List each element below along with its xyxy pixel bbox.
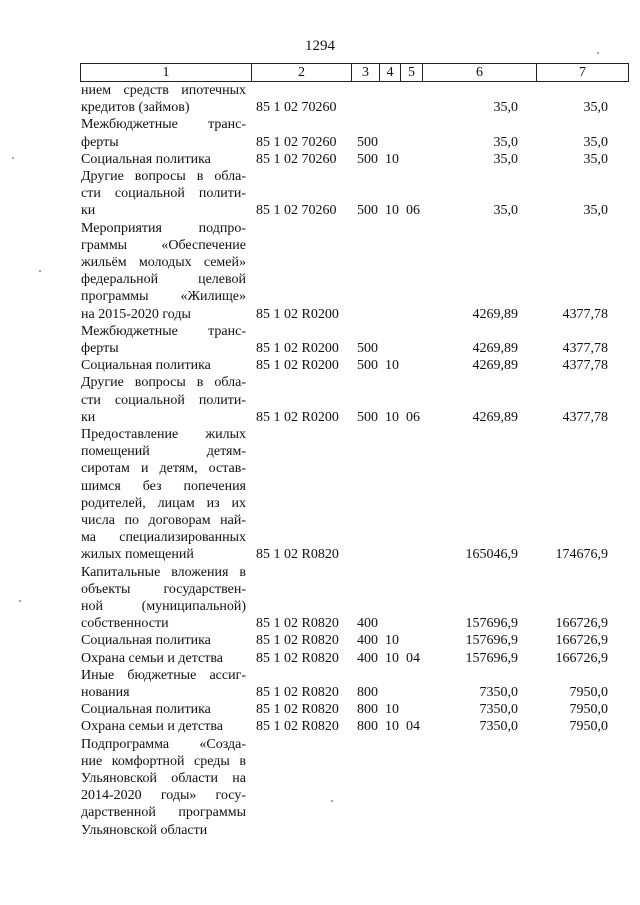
row-code: 85 1 02 R0820	[256, 702, 339, 718]
row-value-7: 35,0	[583, 134, 608, 150]
row-value-7: 166726,9	[555, 633, 608, 649]
row-description-line: сти социальной полити-	[81, 186, 246, 202]
row-description-line: ной (муниципальной)	[81, 599, 246, 614]
row-value-7: 7950,0	[569, 719, 608, 735]
row-col4: 10	[385, 151, 399, 167]
row-description-line: Мероприятия подпро-	[81, 220, 246, 236]
row-description-line: на 2015-2020 годы	[81, 306, 191, 322]
column-header-4: 4	[380, 64, 401, 82]
row-description-line: помещений детям-	[81, 444, 246, 460]
row-col4: 10	[385, 633, 399, 649]
row-description-line: ма специализированных	[81, 530, 246, 546]
row-value-7: 7950,0	[569, 685, 608, 700]
row-description-line: сти социальной полити-	[81, 392, 246, 408]
row-description-line: федеральной целевой	[81, 272, 246, 288]
column-header-2: 2	[252, 64, 352, 82]
row-description-line: Подпрограмма «Созда-	[81, 736, 246, 752]
row-value-6: 157696,9	[465, 650, 518, 666]
row-col3: 500	[357, 358, 378, 374]
row-value-6: 157696,9	[465, 616, 518, 632]
row-description-line: Ульяновской области	[81, 822, 208, 838]
row-value-6: 165046,9	[465, 547, 518, 563]
row-value-6: 35,0	[493, 100, 518, 116]
row-col3: 500	[357, 151, 378, 167]
row-value-6: 7350,0	[479, 719, 518, 735]
row-code: 85 1 02 R0200	[256, 358, 339, 374]
row-description-line: ки	[81, 203, 96, 219]
row-code: 85 1 02 70260	[256, 151, 337, 167]
row-col3: 400	[357, 616, 378, 632]
row-col5: 06	[406, 409, 420, 425]
row-col3: 500	[357, 341, 378, 356]
row-description-line: сиротам и детям, остав-	[81, 461, 246, 477]
row-code: 85 1 02 R0820	[256, 547, 339, 563]
row-description-line: Иные бюджетные ассиг-	[81, 667, 246, 683]
row-description-line: Социальная политика	[81, 358, 211, 374]
row-value-6: 7350,0	[479, 702, 518, 718]
row-description-line: Межбюджетные транс-	[81, 323, 246, 339]
scan-speck	[39, 270, 41, 272]
row-value-7: 4377,78	[562, 358, 608, 374]
row-value-7: 4377,78	[562, 341, 608, 356]
row-description-line: нием средств ипотечных	[81, 83, 246, 98]
column-header-3: 3	[352, 64, 380, 82]
row-description-line: Социальная политика	[81, 151, 211, 167]
row-description-line: жилых помещений	[81, 547, 194, 563]
column-header-6: 6	[423, 64, 537, 82]
row-col4: 10	[385, 702, 399, 718]
row-description-line: объекты государствен-	[81, 581, 246, 597]
row-value-6: 35,0	[493, 134, 518, 150]
row-code: 85 1 02 R0200	[256, 306, 339, 322]
row-description-line: ферты	[81, 341, 119, 356]
row-col3: 800	[357, 719, 378, 735]
row-description-line: Охрана семьи и детства	[81, 650, 223, 666]
column-header-7: 7	[537, 64, 629, 82]
row-col3: 500	[357, 203, 378, 219]
row-description-line: ки	[81, 409, 96, 425]
row-value-7: 4377,78	[562, 409, 608, 425]
column-header-1: 1	[81, 64, 252, 82]
scan-speck	[12, 157, 14, 159]
row-description-line: 2014-2020 годы» госу-	[81, 788, 246, 804]
row-code: 85 1 02 R0820	[256, 650, 339, 666]
row-code: 85 1 02 R0200	[256, 341, 339, 356]
row-value-6: 4269,89	[472, 358, 518, 374]
row-code: 85 1 02 R0200	[256, 409, 339, 425]
row-description-line: программы «Жилище»	[81, 289, 246, 305]
scan-speck	[597, 52, 599, 54]
row-col4: 10	[385, 358, 399, 374]
row-description-line: ферты	[81, 134, 119, 150]
row-value-6: 4269,89	[472, 306, 518, 322]
row-description-line: Ульяновской области на	[81, 771, 246, 786]
row-description-line: числа по договорам най-	[81, 513, 246, 528]
column-header-row	[81, 64, 629, 82]
row-code: 85 1 02 R0820	[256, 633, 339, 649]
row-col3: 500	[357, 409, 378, 425]
column-header-5: 5	[401, 64, 423, 82]
row-value-7: 166726,9	[555, 650, 608, 666]
row-value-7: 35,0	[583, 100, 608, 116]
row-description-line: Межбюджетные транс-	[81, 117, 246, 133]
row-value-6: 35,0	[493, 203, 518, 219]
row-code: 85 1 02 R0820	[256, 719, 339, 735]
row-value-6: 4269,89	[472, 409, 518, 425]
row-description-line: шимся без попечения	[81, 478, 246, 494]
row-value-7: 7950,0	[569, 702, 608, 718]
row-description-line: жильём молодых семей»	[81, 255, 246, 270]
row-description-line: Предоставление жилых	[81, 427, 246, 442]
row-col4: 10	[385, 719, 399, 735]
row-col5: 06	[406, 203, 420, 219]
row-value-7: 174676,9	[555, 547, 608, 563]
row-value-7: 4377,78	[562, 306, 608, 322]
row-description-line: Охрана семьи и детства	[81, 719, 223, 735]
row-code: 85 1 02 70260	[256, 100, 337, 116]
row-description-line: родителей, лицам из их	[81, 495, 246, 511]
row-description-line: собственности	[81, 616, 169, 632]
row-description-line: Другие вопросы в обла-	[81, 375, 246, 391]
row-description-line: дарственной программы	[81, 805, 246, 821]
row-value-6: 35,0	[493, 151, 518, 167]
row-description-line: граммы «Обеспечение	[81, 237, 246, 253]
scan-speck	[19, 600, 21, 602]
row-description-line: нования	[81, 685, 130, 700]
row-value-7: 35,0	[583, 203, 608, 219]
row-description-line: Капитальные вложения в	[81, 564, 246, 580]
row-description-line: кредитов (займов)	[81, 100, 190, 116]
row-col3: 400	[357, 650, 378, 666]
row-value-7: 35,0	[583, 151, 608, 167]
column-header-table	[80, 63, 629, 82]
row-col4: 10	[385, 409, 399, 425]
row-col4: 10	[385, 650, 399, 666]
row-code: 85 1 02 R0820	[256, 616, 339, 632]
row-col4: 10	[385, 203, 399, 219]
row-code: 85 1 02 R0820	[256, 685, 339, 700]
row-col5: 04	[406, 650, 420, 666]
row-col5: 04	[406, 719, 420, 735]
row-description-line: ние комфортной среды в	[81, 753, 246, 769]
row-code: 85 1 02 70260	[256, 134, 337, 150]
page-number: 1294	[305, 38, 335, 54]
row-col3: 800	[357, 685, 378, 700]
row-description-line: Другие вопросы в обла-	[81, 169, 246, 184]
row-value-6: 7350,0	[479, 685, 518, 700]
row-value-6: 4269,89	[472, 341, 518, 356]
row-code: 85 1 02 70260	[256, 203, 337, 219]
row-col3: 500	[357, 134, 378, 150]
scan-speck	[331, 800, 333, 802]
row-col3: 800	[357, 702, 378, 718]
row-value-7: 166726,9	[555, 616, 608, 632]
row-col3: 400	[357, 633, 378, 649]
row-value-6: 157696,9	[465, 633, 518, 649]
row-description-line: Социальная политика	[81, 633, 211, 649]
row-description-line: Социальная политика	[81, 702, 211, 718]
